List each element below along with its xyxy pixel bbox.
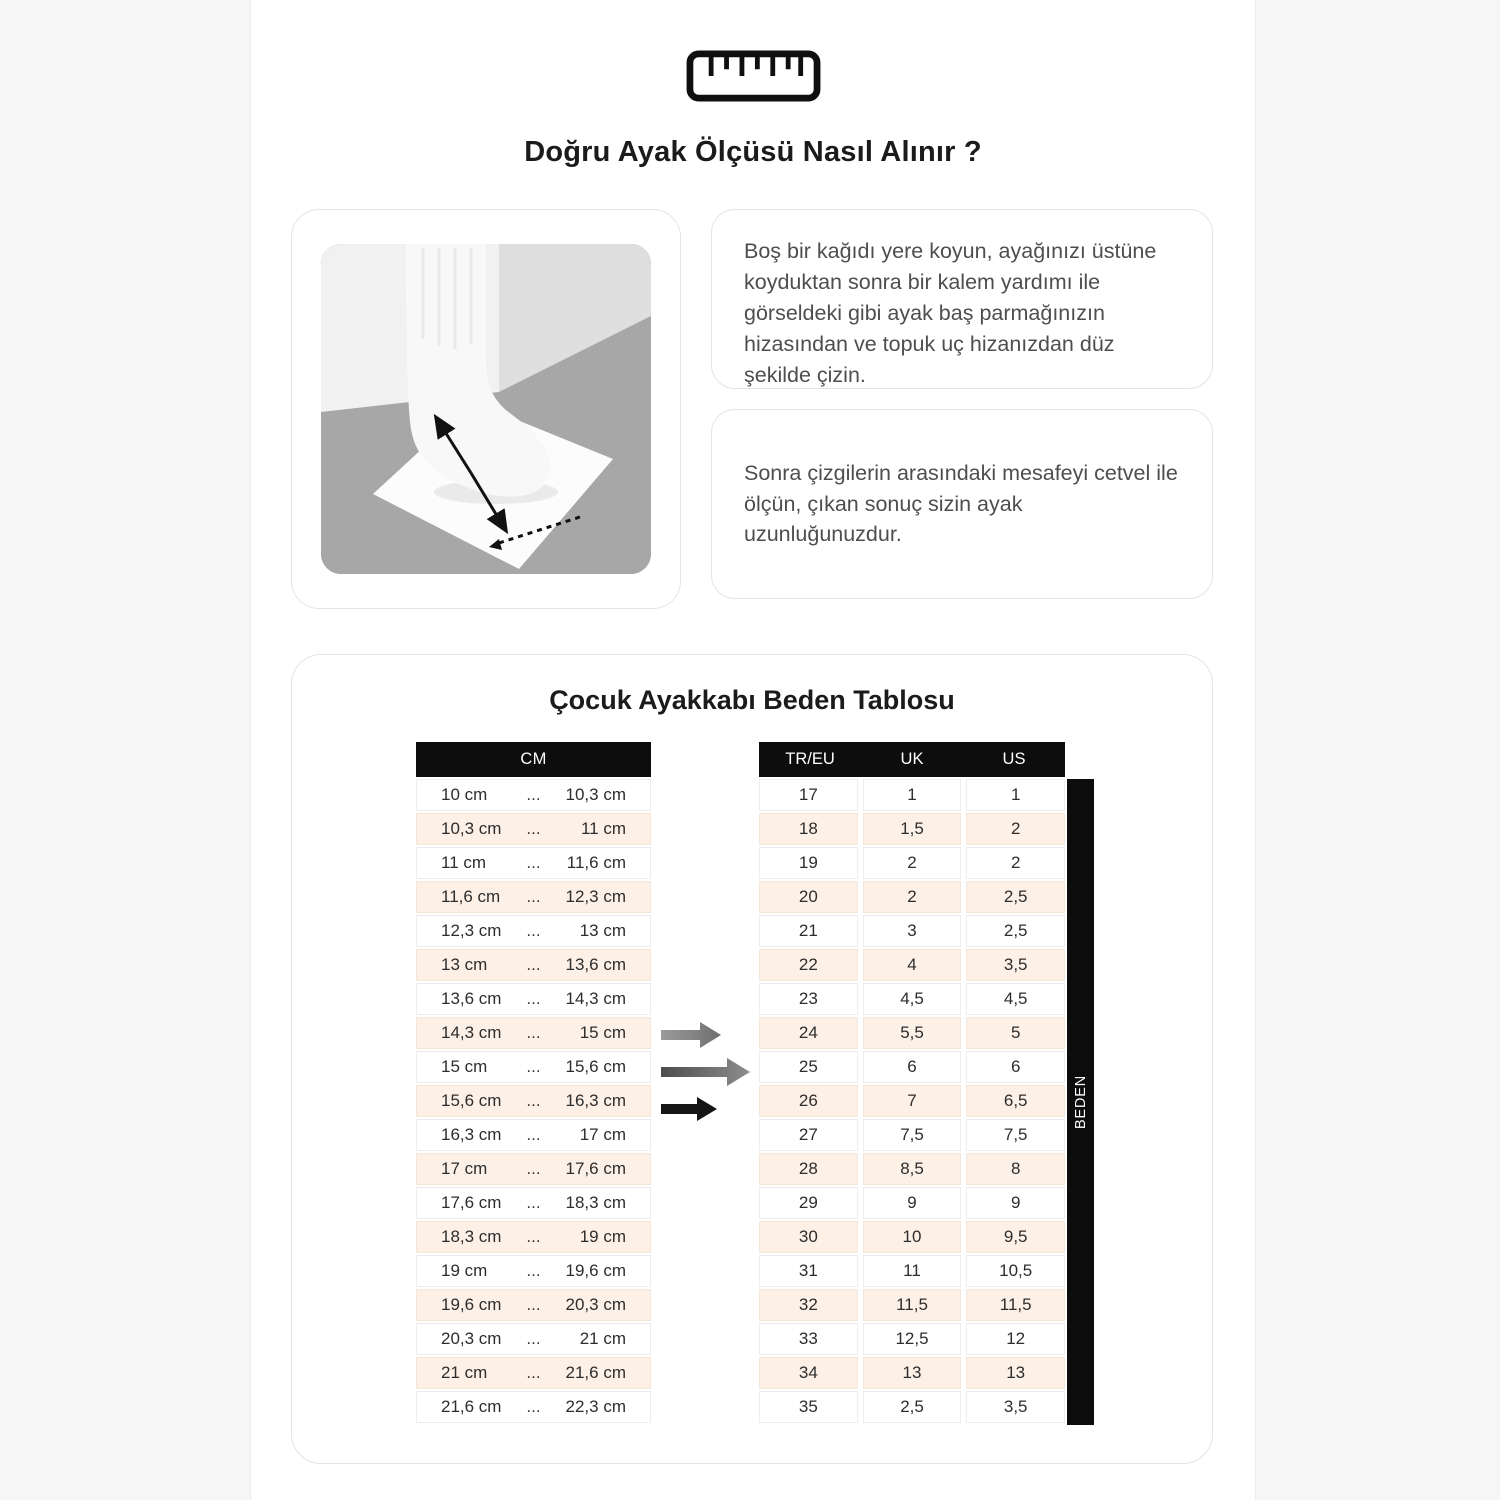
- cm-range-from: 11 cm: [441, 853, 487, 872]
- sizes-header-uk: UK: [900, 750, 924, 768]
- cm-range-from: 18,3 cm: [441, 1227, 502, 1246]
- cm-table-row: [416, 915, 651, 947]
- instruction-card-1: [711, 209, 1213, 389]
- instruction-text-1: Boş bir kağıdı yere koyun, ayağınızı üstüne koyduktan sonra bir kalem yardımı ile görseldeki gibi ayak baş parmağınızın hizasından ve topuk uç hizanızdan düz şekilde çizin.: [744, 239, 1157, 387]
- cm-range-to: 18,3 cm: [565, 1193, 626, 1212]
- cm-table-row: [416, 847, 651, 879]
- cm-table-row: [416, 949, 651, 981]
- cm-range-from: 13,6 cm: [441, 989, 502, 1008]
- size-us-cell: 5: [966, 1017, 1065, 1049]
- size-uk-cell: 11,5: [863, 1289, 962, 1321]
- sizes-table-row: [759, 1119, 1065, 1151]
- cm-table-header: CM: [416, 742, 651, 777]
- tables-area: [292, 742, 1212, 1425]
- cm-table-row: [416, 1153, 651, 1185]
- size-us-cell: 3,5: [966, 949, 1065, 981]
- sizes-table-row: [759, 779, 1065, 811]
- size-treu-cell: 19: [759, 847, 858, 879]
- sizes-table-row: [759, 1255, 1065, 1287]
- sizes-table-row: [759, 1085, 1065, 1117]
- size-us-cell: 13: [966, 1357, 1065, 1389]
- sizes-table-row: [759, 1391, 1065, 1423]
- cm-table-body: [416, 779, 651, 1423]
- cm-range-from: 10 cm: [441, 785, 488, 804]
- size-us-cell: 8: [966, 1153, 1065, 1185]
- size-chart-title: Çocuk Ayakkabı Beden Tablosu: [549, 685, 955, 715]
- size-treu-cell: 26: [759, 1085, 858, 1117]
- size-treu-cell: 33: [759, 1323, 858, 1355]
- size-us-cell: 10,5: [966, 1255, 1065, 1287]
- cm-range-from: 12,3 cm: [441, 921, 502, 940]
- sizes-header-us: US: [1002, 750, 1026, 768]
- size-us-cell: 2,5: [966, 881, 1065, 913]
- cm-range-from: 13 cm: [441, 955, 488, 974]
- content-column: [250, 0, 1256, 1500]
- cm-range-to: 11,6 cm: [566, 853, 626, 872]
- cm-range-to: 15,6 cm: [565, 1057, 626, 1076]
- cm-range-separator: ...: [526, 955, 541, 974]
- cm-table-row: [416, 1255, 651, 1287]
- size-treu-cell: 30: [759, 1221, 858, 1253]
- cm-range-separator: ...: [526, 785, 541, 804]
- size-us-cell: 9,5: [966, 1221, 1065, 1253]
- sizes-table-row: [759, 915, 1065, 947]
- size-us-cell: 6: [966, 1051, 1065, 1083]
- cm-range-separator: ...: [526, 1295, 541, 1314]
- size-us-cell: 4,5: [966, 983, 1065, 1015]
- size-treu-cell: 25: [759, 1051, 858, 1083]
- cm-range-to: 16,3 cm: [565, 1091, 626, 1110]
- cm-range-to: 13,6 cm: [565, 955, 626, 974]
- cm-table-row: [416, 1221, 651, 1253]
- size-uk-cell: 1: [863, 779, 962, 811]
- page-title: Doğru Ayak Ölçüsü Nasıl Alınır ?: [524, 136, 982, 168]
- sizes-table-row: [759, 847, 1065, 879]
- sizes-table-row: [759, 949, 1065, 981]
- cm-range-from: 14,3 cm: [441, 1023, 502, 1042]
- cm-range-to: 19 cm: [579, 1227, 626, 1246]
- cm-range-from: 19,6 cm: [441, 1295, 502, 1314]
- size-us-cell: 7,5: [966, 1119, 1065, 1151]
- size-treu-cell: 31: [759, 1255, 858, 1287]
- cm-table-row: [416, 1391, 651, 1423]
- transfer-arrows-icon: [655, 1017, 755, 1127]
- size-us-cell: 9: [966, 1187, 1065, 1219]
- instruction-section: [291, 209, 1213, 609]
- size-us-cell: 2,5: [966, 915, 1065, 947]
- cm-range-separator: ...: [526, 887, 541, 906]
- size-treu-cell: 23: [759, 983, 858, 1015]
- sizes-header-treu: TR/EU: [785, 750, 835, 768]
- size-treu-cell: 34: [759, 1357, 858, 1389]
- cm-range-separator: ...: [526, 1329, 541, 1348]
- size-treu-cell: 18: [759, 813, 858, 845]
- ruler-icon: [686, 50, 821, 102]
- cm-range-separator: ...: [526, 1159, 541, 1178]
- cm-range-to: 21 cm: [579, 1329, 626, 1348]
- size-treu-cell: 20: [759, 881, 858, 913]
- sizes-table: [759, 742, 1065, 1425]
- instruction-card-2: [711, 409, 1213, 599]
- cm-table-row: [416, 1119, 651, 1151]
- cm-table-row: [416, 813, 651, 845]
- size-uk-cell: 3: [863, 915, 962, 947]
- size-us-cell: 12: [966, 1323, 1065, 1355]
- cm-range-separator: ...: [526, 1057, 541, 1076]
- cm-range-separator: ...: [526, 989, 541, 1008]
- size-uk-cell: 4: [863, 949, 962, 981]
- arrows-box: [651, 1017, 759, 1127]
- size-treu-cell: 24: [759, 1017, 858, 1049]
- cm-range-to: 15 cm: [579, 1023, 626, 1042]
- cm-range-from: 21 cm: [441, 1363, 488, 1382]
- cm-range-to: 11 cm: [580, 819, 626, 838]
- cm-range-separator: ...: [526, 1227, 541, 1246]
- sizes-table-row: [759, 1017, 1065, 1049]
- instruction-cards: [711, 209, 1213, 609]
- cm-table-row: [416, 1017, 651, 1049]
- cm-range-to: 14,3 cm: [565, 989, 626, 1008]
- cm-range-to: 17 cm: [579, 1125, 626, 1144]
- cm-range-from: 20,3 cm: [441, 1329, 502, 1348]
- cm-range-separator: ...: [526, 1091, 541, 1110]
- cm-range-to: 21,6 cm: [565, 1363, 626, 1382]
- size-us-cell: 2: [966, 813, 1065, 845]
- sizes-table-row: [759, 983, 1065, 1015]
- foot-measurement-illustration: [321, 244, 651, 574]
- instruction-text-2: Sonra çizgilerin arasındaki mesafeyi cetvel ile ölçün, çıkan sonuç sizin ayak uzunluğunuzdur.: [744, 460, 1178, 547]
- size-chart-card: [291, 654, 1213, 1464]
- size-uk-cell: 1,5: [863, 813, 962, 845]
- cm-table-row: [416, 1323, 651, 1355]
- cm-range-separator: ...: [526, 921, 541, 940]
- cm-range-from: 17,6 cm: [441, 1193, 502, 1212]
- size-uk-cell: 13: [863, 1357, 962, 1389]
- cm-table-row: [416, 779, 651, 811]
- cm-table: [416, 742, 651, 1425]
- size-us-cell: 3,5: [966, 1391, 1065, 1423]
- cm-range-from: 16,3 cm: [441, 1125, 502, 1144]
- cm-range-from: 11,6 cm: [441, 887, 501, 906]
- size-uk-cell: 6: [863, 1051, 962, 1083]
- size-treu-cell: 32: [759, 1289, 858, 1321]
- cm-range-separator: ...: [526, 1261, 541, 1280]
- size-uk-cell: 2: [863, 847, 962, 879]
- sizes-table-row: [759, 1357, 1065, 1389]
- sizes-table-row: [759, 1051, 1065, 1083]
- cm-range-separator: ...: [526, 1193, 541, 1212]
- cm-range-separator: ...: [526, 819, 541, 838]
- cm-table-row: [416, 1187, 651, 1219]
- cm-range-from: 15 cm: [441, 1057, 488, 1076]
- sizes-table-body: [759, 779, 1065, 1423]
- size-uk-cell: 10: [863, 1221, 962, 1253]
- cm-range-separator: ...: [526, 1023, 541, 1042]
- cm-range-from: 15,6 cm: [441, 1091, 502, 1110]
- size-us-cell: 6,5: [966, 1085, 1065, 1117]
- size-uk-cell: 7,5: [863, 1119, 962, 1151]
- size-us-cell: 1: [966, 779, 1065, 811]
- size-uk-cell: 8,5: [863, 1153, 962, 1185]
- cm-range-to: 10,3 cm: [565, 785, 626, 804]
- cm-table-row: [416, 983, 651, 1015]
- cm-range-to: 12,3 cm: [565, 887, 626, 906]
- cm-range-to: 22,3 cm: [565, 1397, 626, 1416]
- sizes-table-row: [759, 1221, 1065, 1253]
- size-us-cell: 11,5: [966, 1289, 1065, 1321]
- size-treu-cell: 27: [759, 1119, 858, 1151]
- cm-table-row: [416, 1051, 651, 1083]
- size-treu-cell: 21: [759, 915, 858, 947]
- cm-range-to: 17,6 cm: [565, 1159, 626, 1178]
- size-treu-cell: 22: [759, 949, 858, 981]
- cm-range-to: 20,3 cm: [565, 1295, 626, 1314]
- sizes-table-row: [759, 881, 1065, 913]
- beden-side-bar: [1067, 779, 1094, 1425]
- sizes-table-row: [759, 813, 1065, 845]
- size-treu-cell: 35: [759, 1391, 858, 1423]
- cm-table-row: [416, 1357, 651, 1389]
- cm-range-separator: ...: [526, 1363, 541, 1382]
- size-treu-cell: 29: [759, 1187, 858, 1219]
- header-icon-area: [251, 0, 1255, 102]
- cm-range-from: 19 cm: [441, 1261, 488, 1280]
- size-uk-cell: 11: [863, 1255, 962, 1287]
- foot-measurement-photo: [321, 244, 651, 574]
- cm-table-row: [416, 1289, 651, 1321]
- cm-range-separator: ...: [526, 1125, 541, 1144]
- size-treu-cell: 17: [759, 779, 858, 811]
- cm-range-separator: ...: [526, 853, 541, 872]
- size-us-cell: 2: [966, 847, 1065, 879]
- cm-table-row: [416, 1085, 651, 1117]
- sizes-table-row: [759, 1187, 1065, 1219]
- size-uk-cell: 5,5: [863, 1017, 962, 1049]
- size-uk-cell: 9: [863, 1187, 962, 1219]
- size-uk-cell: 7: [863, 1085, 962, 1117]
- sizes-table-row: [759, 1289, 1065, 1321]
- sizes-table-row: [759, 1153, 1065, 1185]
- cm-range-separator: ...: [526, 1397, 541, 1416]
- size-uk-cell: 2: [863, 881, 962, 913]
- sizes-table-row: [759, 1323, 1065, 1355]
- size-treu-cell: 28: [759, 1153, 858, 1185]
- size-uk-cell: 2,5: [863, 1391, 962, 1423]
- cm-range-from: 10,3 cm: [441, 819, 502, 838]
- size-uk-cell: 4,5: [863, 983, 962, 1015]
- sizes-table-header: [759, 742, 1065, 777]
- cm-range-to: 19,6 cm: [565, 1261, 626, 1280]
- size-uk-cell: 12,5: [863, 1323, 962, 1355]
- cm-range-from: 17 cm: [441, 1159, 488, 1178]
- cm-range-to: 13 cm: [579, 921, 626, 940]
- foot-photo-card: [291, 209, 681, 609]
- cm-range-from: 21,6 cm: [441, 1397, 502, 1416]
- cm-table-row: [416, 881, 651, 913]
- beden-label: BEDEN: [1072, 1075, 1089, 1129]
